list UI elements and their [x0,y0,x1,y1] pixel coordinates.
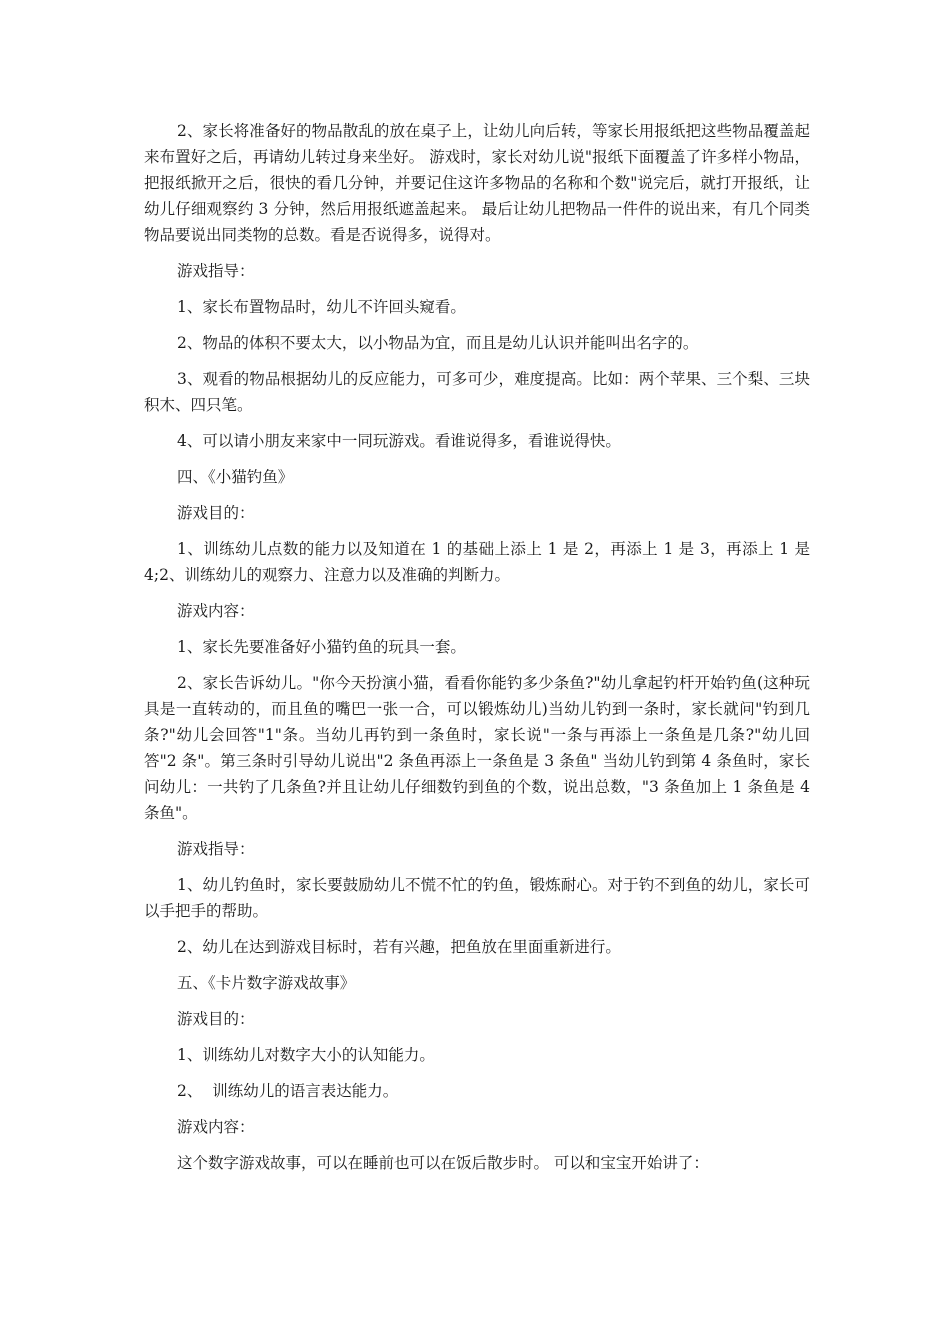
document-page [144,118,815,1186]
list-item: 2、家长告诉幼儿。"你今天扮演小猫，看看你能钓多少条鱼?"幼儿拿起钓杆开始钓鱼(这种玩具是一直转动的，而且鱼的嘴巴一张一合，可以锻炼幼儿)当幼儿钓到一条时，家长就问"钓到几条?"幼儿会回答"1"条。当幼儿再钓到一条鱼时，家长说"一条与再添上一条鱼是几条?"幼儿回答"2 条"。第三条时引导幼儿说出"2 条鱼再添上一条鱼是 3 条鱼" 当幼儿钓到第 4 条鱼时，家长问幼儿：一共钓了几条鱼?并且让幼儿仔细数钓到鱼的个数，说出总数，"3 条鱼加上 1 条鱼是 4 条鱼"。 [144,674,815,822]
heading-game-purpose: 游戏目的： [177,1010,255,1028]
list-item: 1、家长布置物品时，幼儿不许回头窥看。 [177,298,466,316]
list-item: 1、家长先要准备好小猫钓鱼的玩具一套。 [177,638,466,656]
list-item: 4、可以请小朋友来家中一同玩游戏。看谁说得多，看谁说得快。 [177,432,621,450]
heading-game-content: 游戏内容： [177,602,255,620]
list-item: 2、物品的体积不要太大，以小物品为宜，而且是幼儿认识并能叫出名字的。 [177,334,699,352]
section-title-card-number-story: 五、《卡片数字游戏故事》 [177,974,356,992]
heading-game-purpose: 游戏目的： [177,504,255,522]
section-title-kitten-fishing: 四、《小猫钓鱼》 [177,468,294,486]
paragraph-story-intro: 这个数字游戏故事，可以在睡前也可以在饭后散步时。 可以和宝宝开始讲了： [177,1154,709,1172]
list-item: 3、观看的物品根据幼儿的反应能力，可多可少，难度提高。比如：两个苹果、三个梨、三块积木、四只笔。 [144,370,810,414]
heading-game-content: 游戏内容： [177,1118,255,1136]
list-item: 2、 训练幼儿的语言表达能力。 [177,1082,399,1100]
list-item: 1、幼儿钓鱼时，家长要鼓励幼儿不慌不忙的钓鱼，锻炼耐心。对于钓不到鱼的幼儿，家长可以手把手的帮助。 [144,876,810,920]
heading-game-guidance: 游戏指导： [177,840,255,858]
heading-game-guidance: 游戏指导： [177,262,255,280]
paragraph-item-2-arrangement: 2、家长将准备好的物品散乱的放在桌子上，让幼儿向后转，等家长用报纸把这些物品覆盖起来布置好之后，再请幼儿转过身来坐好。 游戏时，家长对幼儿说"报纸下面覆盖了许多样小物品，把报纸掀开之后，很快的看几分钟，并要记住这许多物品的名称和个数"说完后，就打开报纸，让幼儿仔细观察约 3 分钟，然后用报纸遮盖起来。 最后让幼儿把物品一件件的说出来，有几个同类物品要说出同类物的总数。看是否说得多，说得对。 [144,122,810,244]
list-item: 1、训练幼儿点数的能力以及知道在 1 的基础上添上 1 是 2，再添上 1 是 3，再添上 1 是 4;2、训练幼儿的观察力、注意力以及准确的判断力。 [144,540,815,584]
list-item: 1、训练幼儿对数字大小的认知能力。 [177,1046,435,1064]
list-item: 2、幼儿在达到游戏目标时，若有兴趣，把鱼放在里面重新进行。 [177,938,621,956]
